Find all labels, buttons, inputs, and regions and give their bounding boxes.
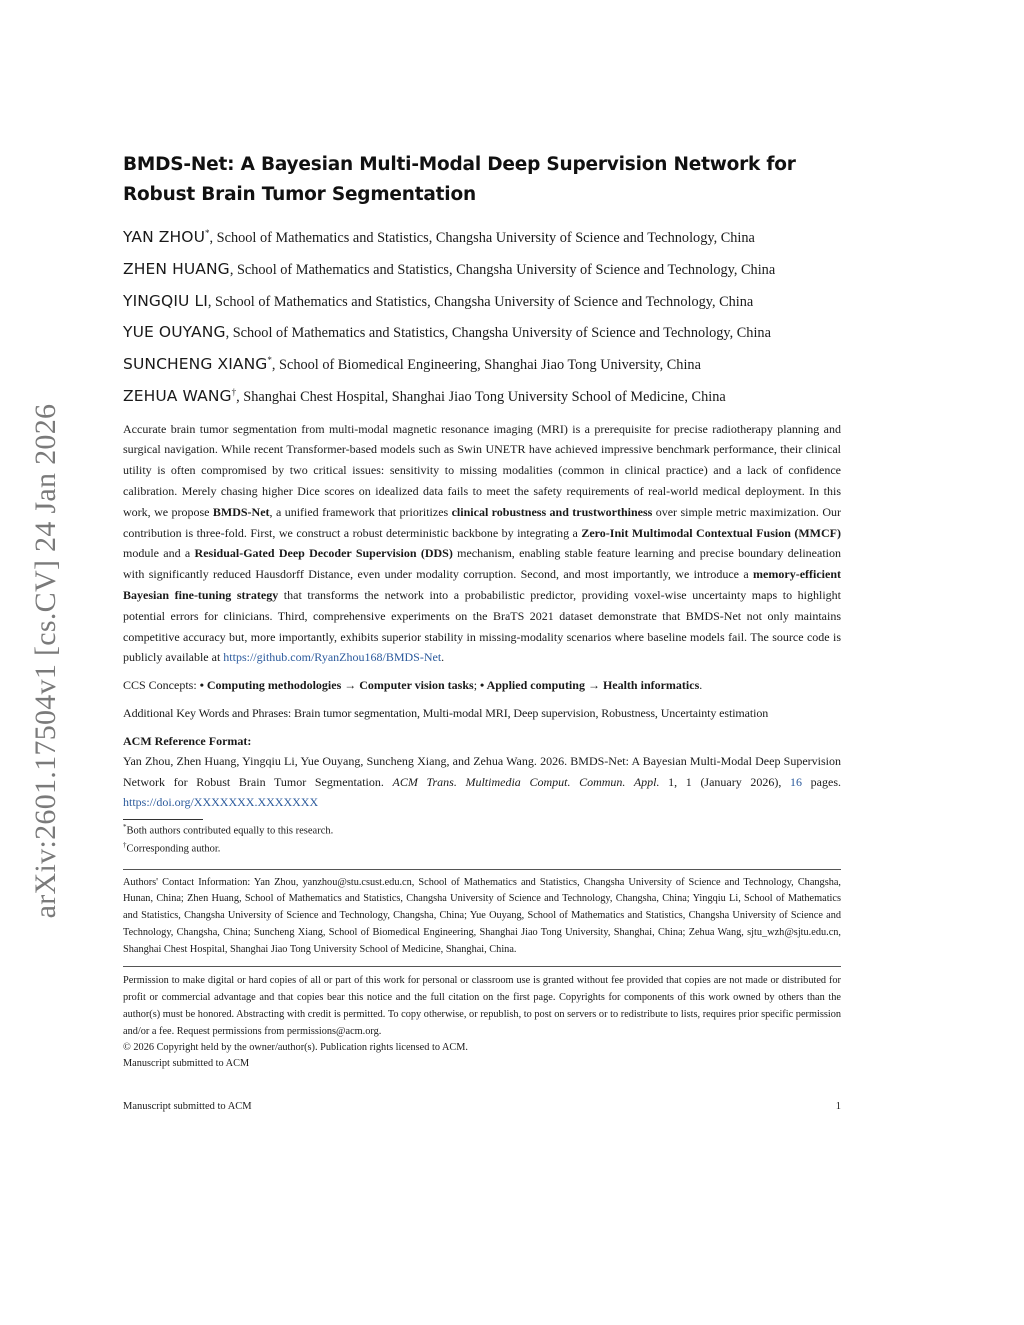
- acm-reference-heading: ACM Reference Format:: [123, 734, 252, 749]
- ccs-end: .: [699, 678, 703, 693]
- author-name: ZEHUA WANG: [123, 386, 232, 405]
- acm-reference-text: pages.: [802, 774, 841, 789]
- author-row: [123, 347, 841, 379]
- footnote-text: Both authors contributed equally to this research.: [126, 825, 334, 837]
- manuscript-note: Manuscript submitted to ACM: [123, 1058, 250, 1070]
- footnote-mark: †: [123, 841, 127, 850]
- author-affiliation: , School of Mathematics and Statistics, Changsha University of Science and Technology, China: [225, 325, 771, 342]
- keywords: Additional Key Words and Phrases: Brain tumor segmentation, Multi-modal MRI, Deep supervision, Robustness, Uncertainty estimation: [123, 706, 769, 721]
- ccs-concepts: [123, 675, 841, 695]
- author-affiliation: , School of Biomedical Engineering, Shanghai Jiao Tong University, China: [271, 356, 701, 373]
- author-affiliation: , School of Mathematics and Statistics, Changsha University of Science and Technology, China: [209, 229, 755, 246]
- footer-left: Manuscript submitted to ACM: [123, 1101, 252, 1112]
- paper-page: [123, 150, 841, 1073]
- permission-notice: Permission to make digital or hard copies of all or part of this work for personal or classroom use is granted without fee provided that copies are not made or distributed for profit or commercial advantage and that copies bear this notice and the full citation on the first page. Copyrights for components of this work owned by others than the author(s) must be honored. Abstracting with credit is permitted. To copy otherwise, or republish, to post on servers or to redistribute to lists, requires prior specific permission and/or a fee. Request permissions from permissions@acm.org.: [123, 966, 841, 1040]
- author-row: [123, 252, 841, 284]
- copyright-line: © 2026 Copyright held by the owner/author(s). Publication rights licensed to ACM.: [123, 1041, 469, 1053]
- author-name: YAN ZHOU: [123, 227, 206, 246]
- contact-information: Authors' Contact Information: Yan Zhou, yanzhou@stu.csust.edu.cn, School of Mathematics and Statistics, Changsha University of Science and Technology, Changsha, Hunan, China; Zhen Huang, School of Mathematics and Statistics, Changsha University of Science and Technology, Changsha, China; Yingqiu Li, School of Mathematics and Statistics, Changsha University of Science and Technology, Changsha, China; Yue Ouyang, School of Mathematics and Statistics, Changsha University of Science and Technology, Changsha, China; Suncheng Xiang, School of Biomedical Engineering, Shanghai Jiao Tong University, Shanghai, China; Zehua Wang, sjtu_wzh@sjtu.edu.cn, Shanghai Chest Hospital, Shanghai Jiao Tong University School of Medicine, Shanghai, China.: [123, 869, 841, 959]
- acm-reference-text: Yan Zhou, Zhen Huang, Yingqiu Li, Yue Ouyang, Suncheng Xiang, and Zehua Wang. 2026. BMDS-Net: A Bayesian Multi-Modal Deep Supervision Network for Robust Brain Tumor Segmentation.: [123, 754, 841, 789]
- arxiv-stamp-text: arXiv:2601.17504v1 [cs.CV] 24 Jan 2026: [29, 403, 62, 919]
- author-affiliation: , School of Mathematics and Statistics, Changsha University of Science and Technology, China: [229, 261, 776, 278]
- ccs-separator: ;: [473, 678, 481, 693]
- doi-link[interactable]: https://doi.org/XXXXXXX.XXXXXXX: [123, 795, 319, 810]
- ccs-concept: • Computing methodologies → Computer vision tasks: [199, 678, 474, 693]
- author-affiliation: , School of Mathematics and Statistics, Changsha University of Science and Technology, China: [207, 293, 754, 310]
- footnote-mark: *: [123, 822, 127, 831]
- author-list: [123, 220, 841, 411]
- abstract-emphasis: memory-efficient Bayesian fine-tuning strategy: [123, 567, 841, 602]
- abstract-text: module and a: [123, 546, 195, 561]
- footnote-corresponding: [123, 838, 841, 857]
- abstract-text: .: [441, 650, 445, 665]
- page-number: 1: [835, 1101, 841, 1112]
- author-name: SUNCHENG XIANG: [123, 354, 268, 373]
- footnote-text: Corresponding author.: [126, 843, 221, 855]
- author-name: YINGQIU LI: [123, 291, 208, 310]
- journal-name: ACM Trans. Multimedia Comput. Commun. Appl.: [392, 774, 660, 789]
- page-footer: [123, 1101, 841, 1112]
- ccs-concept: • Applied computing → Health informatics: [480, 678, 700, 693]
- abstract-emphasis: BMDS-Net: [212, 504, 270, 519]
- abstract-text: , a unified framework that prioritizes: [269, 504, 452, 519]
- footnote-equal-contribution: [123, 820, 841, 839]
- author-mark: *: [267, 355, 272, 366]
- abstract-text: over simple metric maximization. Our contribution is three-fold. First, we construct a robust deterministic backbone by integrating a: [123, 504, 841, 540]
- arxiv-stamp: [24, 366, 68, 956]
- author-row: [123, 284, 841, 316]
- abstract-text: Accurate brain tumor segmentation from multi-modal magnetic resonance imaging (MRI) is a prerequisite for precise radiotherapy planning and surgical navigation. While recent Transformer-based models such as Swin UNETR have achieved impressive benchmark performance, their clinical utility is often compromised by two critical issues: sensitivity to missing modalities (common in clinical practice) and a lack of confidence calibration. Merely chasing higher Dice scores on idealized data fails to meet the safety requirements of real-world medical deployment. In this work, we propose: [123, 421, 841, 519]
- ccs-label: CCS Concepts:: [123, 678, 200, 693]
- abstract-emphasis: clinical robustness and trustworthiness: [451, 504, 653, 519]
- author-row: [123, 315, 841, 347]
- author-name: ZHEN HUANG: [123, 259, 230, 278]
- acm-reference-text: 1, 1 (January 2026),: [659, 774, 791, 789]
- paper-title: BMDS-Net: A Bayesian Multi-Modal Deep Supervision Network for Robust Brain Tumor Segmentation: [123, 154, 796, 205]
- author-affiliation: , Shanghai Chest Hospital, Shanghai Jiao Tong University School of Medicine, China: [236, 388, 726, 405]
- author-row: [123, 220, 841, 252]
- acm-reference: [123, 751, 841, 813]
- pages-link[interactable]: 16: [790, 774, 803, 789]
- abstract: [123, 419, 841, 669]
- abstract-emphasis: Zero-Init Multimodal Contextual Fusion (MMCF): [581, 525, 841, 540]
- author-row: [123, 379, 841, 411]
- author-mark: *: [205, 228, 210, 238]
- abstract-text: mechanism, enabling stable feature learning and precise boundary delineation with significantly reduced Hausdorff Distance, even under modality corruption. Second, and most importantly, we introduce a: [123, 546, 841, 582]
- author-name: YUE OUYANG: [123, 323, 226, 342]
- abstract-text: that transforms the network into a probabilistic predictor, providing voxel-wise uncertainty maps to highlight potential errors for clinicians. Third, comprehensive experiments on the BraTS 2021 dataset demonstrate that BMDS-Net not only maintains competitive accuracy but, more importantly, exhibits superior stability in missing-modality scenarios where baseline models fail. The source code is publicly available at: [123, 587, 842, 665]
- author-mark: †: [231, 386, 237, 397]
- source-code-link[interactable]: https://github.com/RyanZhou168/BMDS-Net: [223, 650, 442, 665]
- abstract-emphasis: Residual-Gated Deep Decoder Supervision (DDS): [194, 546, 453, 561]
